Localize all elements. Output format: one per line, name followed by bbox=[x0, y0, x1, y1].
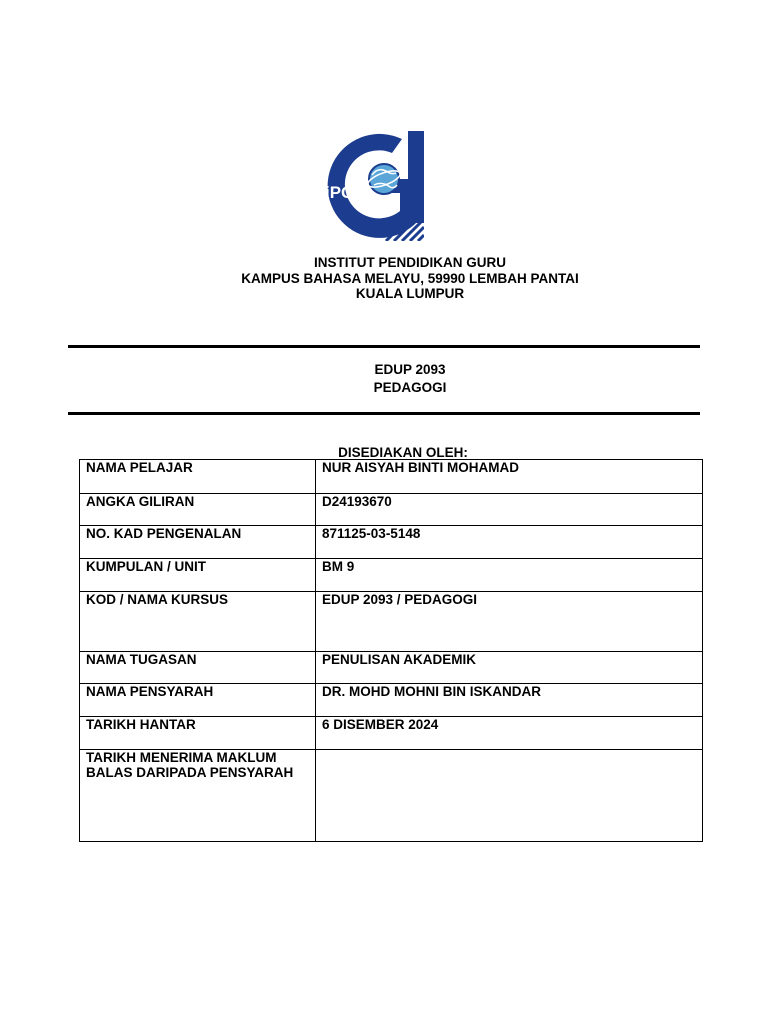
course-name: PEDAGOGI bbox=[373, 380, 447, 395]
logo-text: iPG bbox=[325, 183, 355, 202]
label-kumpulan-unit: KUMPULAN / UNIT bbox=[80, 559, 316, 592]
value-kod-nama-kursus: EDUP 2093 / PEDAGOGI bbox=[316, 592, 703, 652]
value-angka-giliran: D24193670 bbox=[316, 494, 703, 526]
value-nama-pelajar: NUR AISYAH BINTI MOHAMAD bbox=[316, 460, 703, 494]
label-nama-pelajar: NAMA PELAJAR bbox=[80, 460, 316, 494]
value-kumpulan-unit: BM 9 bbox=[316, 559, 703, 592]
table-row bbox=[80, 684, 703, 717]
institution-campus: KAMPUS BAHASA MELAYU, 59990 LEMBAH PANTAI bbox=[241, 270, 579, 286]
value-tarikh-hantar: 6 DISEMBER 2024 bbox=[316, 717, 703, 750]
label-tarikh-hantar: TARIKH HANTAR bbox=[80, 717, 316, 750]
institution-city: KUALA LUMPUR bbox=[355, 286, 465, 301]
ipg-logo bbox=[322, 131, 424, 241]
top-divider bbox=[68, 345, 700, 348]
label-nama-tugasan: NAMA TUGASAN bbox=[80, 652, 316, 684]
value-nama-pensyarah: DR. MOHD MOHNI BIN ISKANDAR bbox=[316, 684, 703, 717]
table-row bbox=[80, 717, 703, 750]
student-info-table bbox=[79, 459, 703, 842]
table-row bbox=[80, 592, 703, 652]
table-row bbox=[80, 460, 703, 494]
prepared-by-heading: DISEDIAKAN OLEH: bbox=[338, 445, 468, 460]
course-code: EDUP 2093 bbox=[374, 362, 446, 377]
table-row bbox=[80, 750, 703, 842]
label-nama-pensyarah: NAMA PENSYARAH bbox=[80, 684, 316, 717]
label-line-2: BALAS DARIPADA PENSYARAH bbox=[86, 765, 294, 780]
label-tarikh-maklum-balas bbox=[80, 750, 316, 842]
label-line-1: TARIKH MENERIMA MAKLUM bbox=[86, 750, 277, 765]
table-row bbox=[80, 494, 703, 526]
bottom-divider bbox=[68, 412, 700, 415]
label-no-kad-pengenalan: NO. KAD PENGENALAN bbox=[80, 526, 316, 559]
table-row bbox=[80, 526, 703, 559]
value-tarikh-maklum-balas bbox=[316, 750, 703, 842]
table-row bbox=[80, 652, 703, 684]
institution-name: INSTITUT PENDIDIKAN GURU bbox=[314, 255, 506, 270]
value-no-kad-pengenalan: 871125-03-5148 bbox=[316, 526, 703, 559]
value-nama-tugasan: PENULISAN AKADEMIK bbox=[316, 652, 703, 684]
label-kod-nama-kursus: KOD / NAMA KURSUS bbox=[80, 592, 316, 652]
table-row bbox=[80, 559, 703, 592]
label-angka-giliran: ANGKA GILIRAN bbox=[80, 494, 316, 526]
